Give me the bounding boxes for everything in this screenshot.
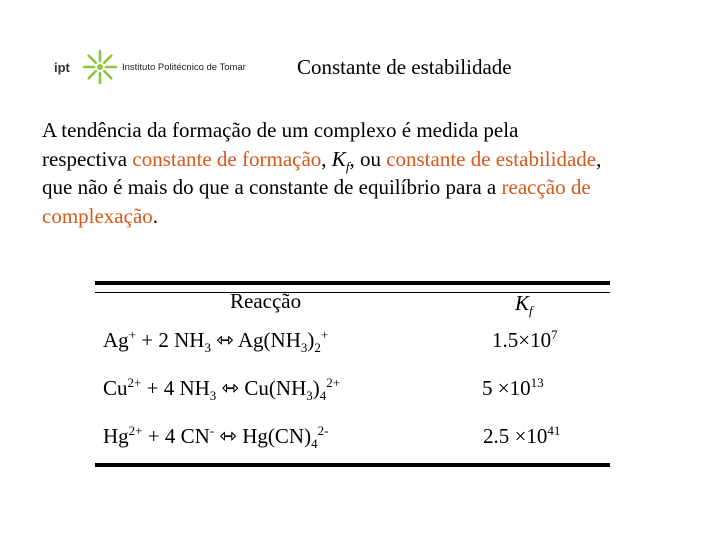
column-header-kf-k: K (515, 291, 530, 315)
intro-text: , (596, 146, 602, 171)
charge: + (320, 327, 329, 342)
subscript: 4 (319, 388, 327, 404)
table-row-kf-value (483, 424, 560, 449)
ligand: + 4 NH (141, 376, 210, 400)
kf-mantissa: 2.5 ×10 (483, 424, 548, 448)
term-formation-constant: constante de formação (132, 146, 322, 171)
sunburst-logo-icon (80, 47, 120, 87)
intro-line-3 (42, 173, 702, 202)
equilibrium-arrow-icon: ⇿ (216, 376, 245, 400)
table-row-kf-value (492, 328, 558, 353)
intro-text: , ou (349, 146, 387, 171)
kf-exponent: 7 (551, 327, 558, 342)
reactant-ion: Hg (103, 424, 129, 448)
kf-exponent: 13 (530, 375, 544, 390)
table-row-reaction (103, 327, 329, 356)
subscript: 4 (311, 436, 318, 452)
intro-text: respectiva (42, 146, 133, 171)
charge: 2- (317, 423, 329, 438)
ligand: + 4 CN (142, 424, 210, 448)
table-row-reaction (103, 375, 341, 404)
intro-paragraph (42, 116, 702, 230)
logo-abbreviation: ipt (54, 59, 70, 75)
intro-line-1: A tendência da formação de um complexo é medida pela (42, 118, 519, 142)
term-complexation-reaction: reacção de (501, 175, 591, 199)
reactant-ion: Ag (103, 328, 129, 352)
slide-title: Constante de estabilidade (297, 55, 512, 79)
subscript: 2 (314, 340, 321, 356)
column-header-reaction: Reacção (230, 289, 302, 313)
ligand: + 2 NH (136, 328, 205, 352)
kf-mantissa: 5 ×10 (482, 376, 531, 400)
kf-symbol-sub: f (345, 158, 350, 174)
table-row-kf-value (482, 376, 544, 401)
product: Ag(NH (237, 328, 301, 352)
equilibrium-arrow-icon: ⇿ (210, 328, 238, 352)
product: Cu(NH (244, 376, 307, 400)
charge: 2+ (326, 375, 341, 390)
column-header-kf (515, 291, 533, 319)
subscript: 3 (300, 340, 308, 356)
product-bracket: ) (312, 376, 320, 400)
institution-logo (50, 44, 265, 90)
kf-symbol-k: K (331, 146, 346, 171)
kf-mantissa: 1.5×10 (492, 328, 552, 352)
table-row-reaction (103, 423, 329, 452)
product-bracket: ) (307, 328, 315, 352)
intro-line-4 (42, 202, 702, 231)
charge: - (209, 423, 215, 438)
subscript: 3 (204, 340, 211, 356)
subscript: 3 (209, 388, 217, 404)
equilibrium-arrow-icon: ⇿ (214, 424, 243, 448)
term-stability-constant: constante de estabilidade (386, 146, 597, 171)
product: Hg(CN) (242, 424, 312, 448)
charge: 2+ (128, 423, 143, 438)
column-header-kf-sub: f (529, 303, 533, 319)
term-complexation: complexação (42, 203, 153, 228)
charge: 2+ (127, 375, 142, 390)
logo-institution-name: Instituto Politécnico de Tomar (122, 61, 246, 73)
kf-symbol (331, 146, 350, 174)
intro-text: que não é mais do que a constante de equilíbrio para a (42, 175, 502, 199)
kf-exponent: 41 (547, 423, 561, 438)
stability-constants-table (95, 281, 610, 467)
reactant-ion: Cu (103, 376, 128, 400)
intro-line-2 (42, 145, 702, 174)
intro-text: , (321, 146, 332, 171)
intro-text: . (152, 203, 159, 228)
header-divider (95, 292, 610, 293)
subscript: 3 (306, 388, 313, 404)
charge: + (128, 327, 137, 342)
